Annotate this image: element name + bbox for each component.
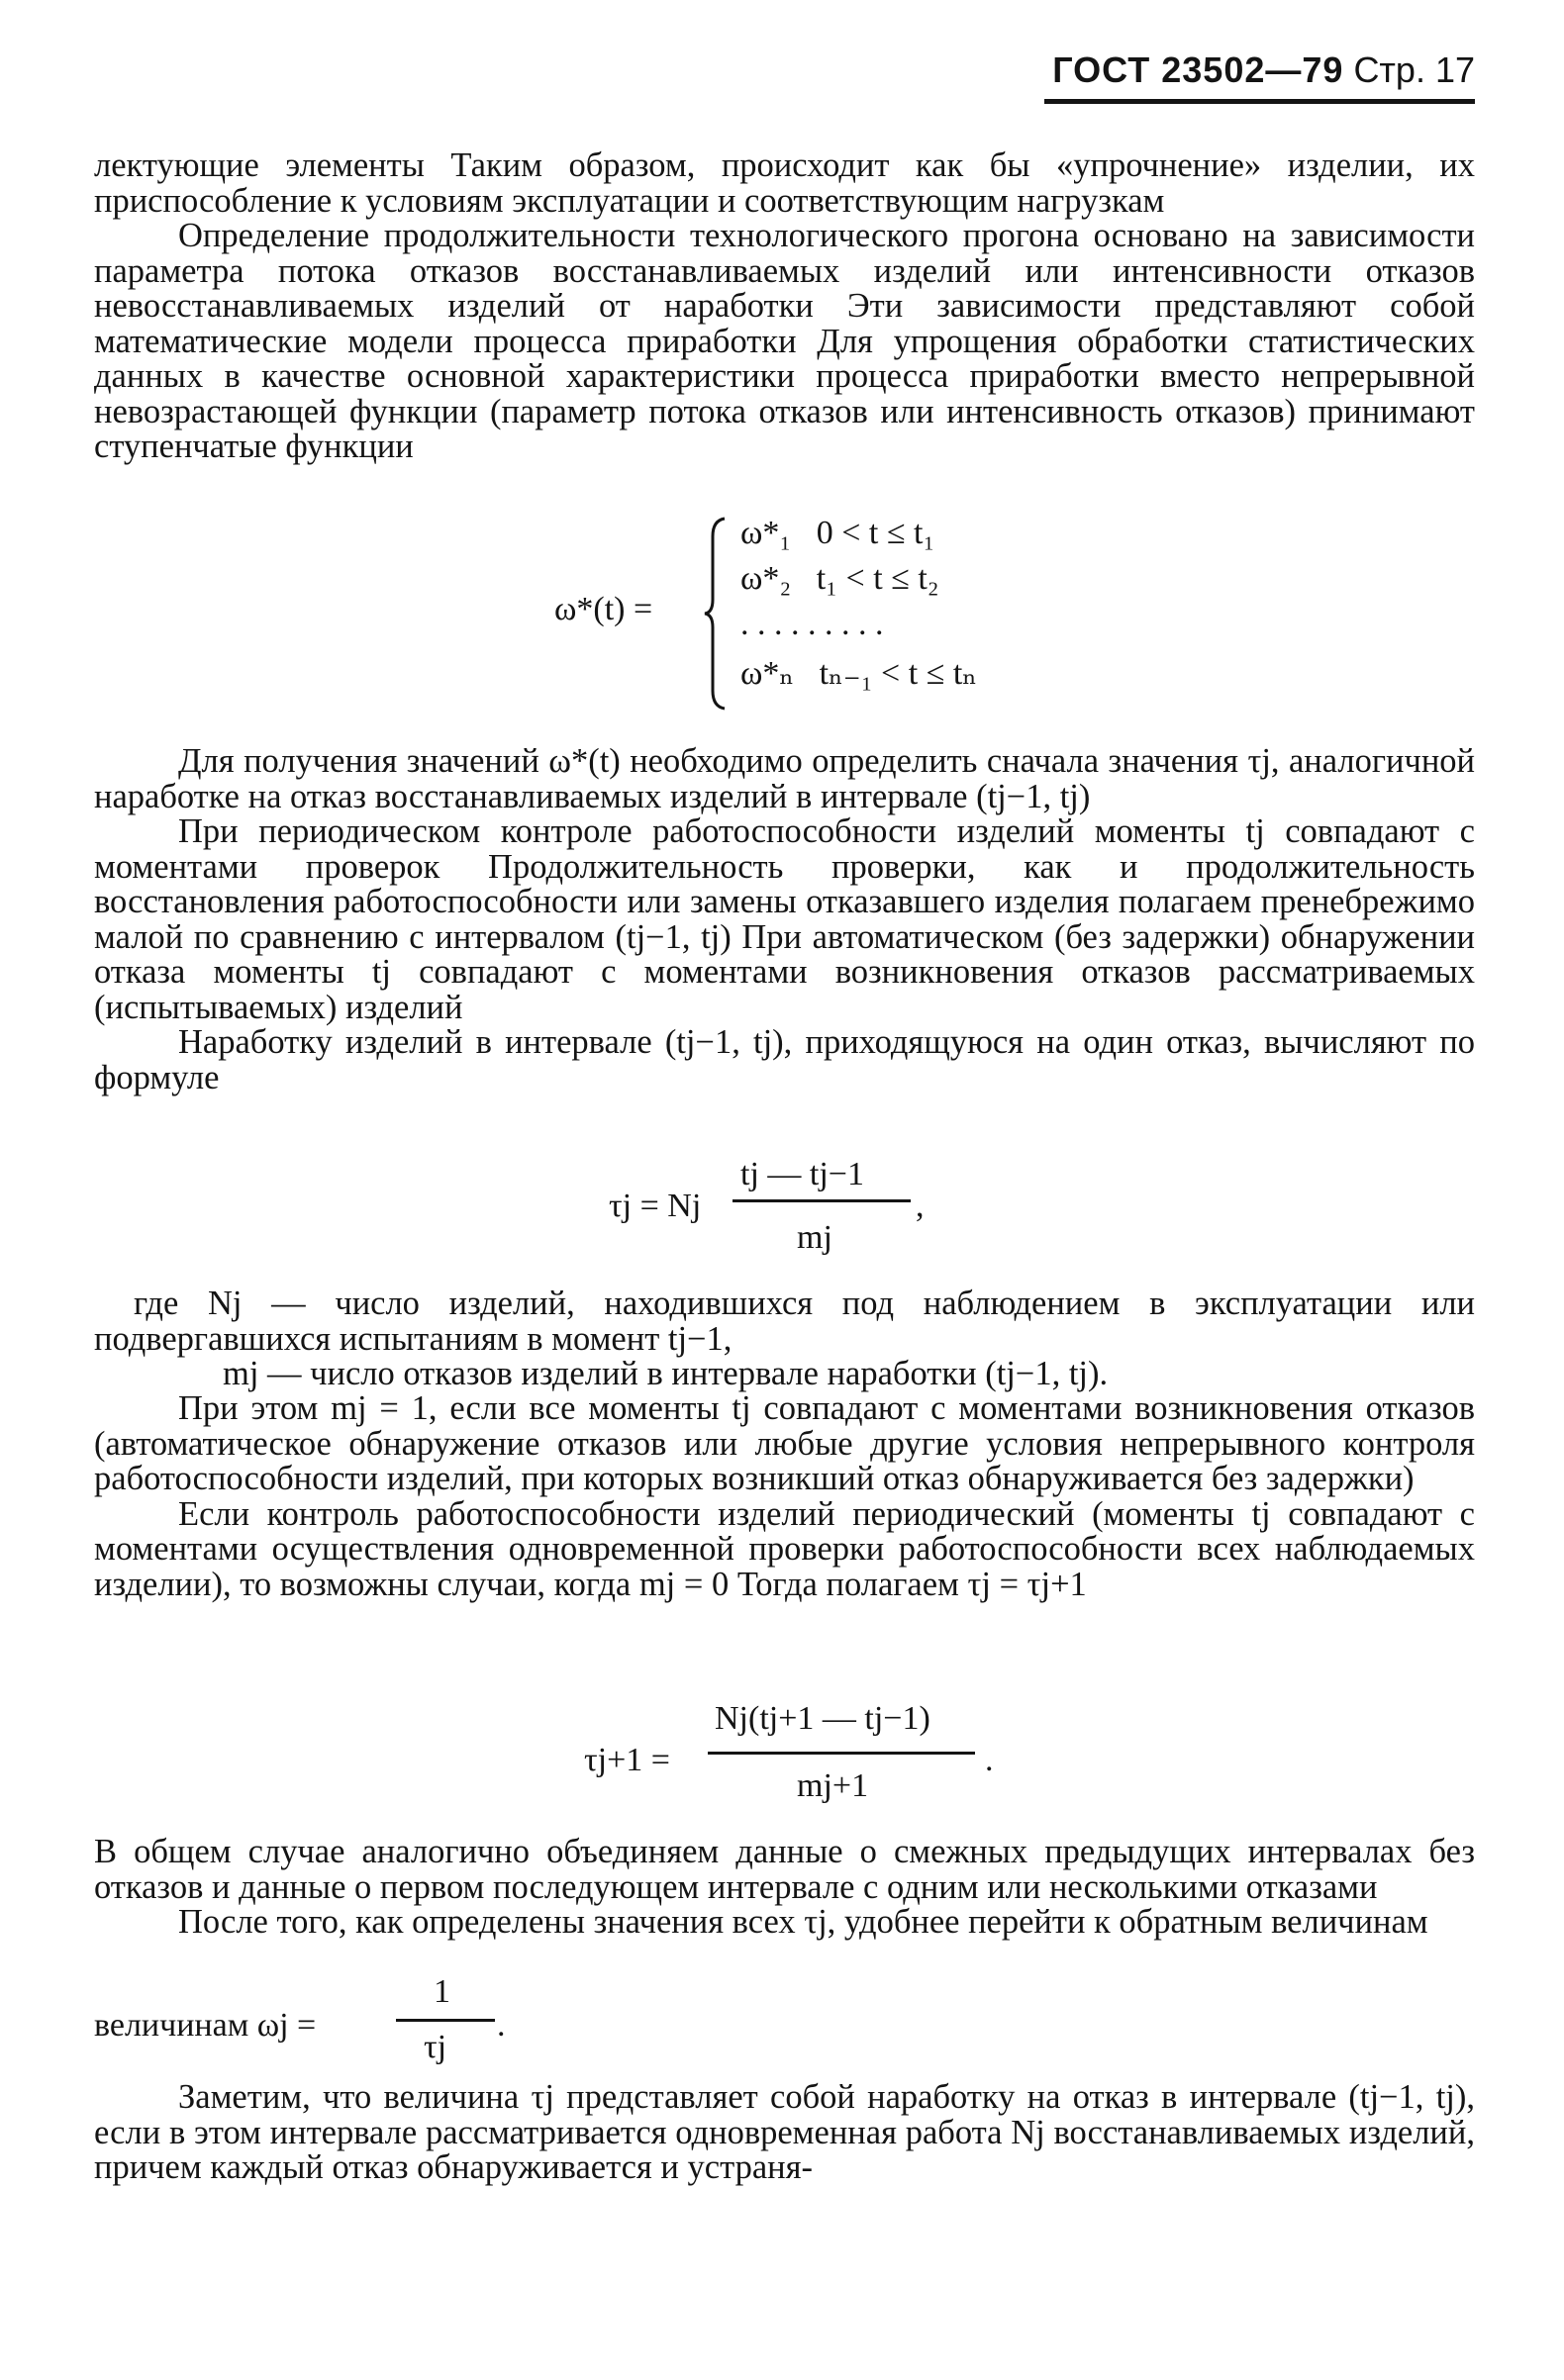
text-block-top bbox=[94, 148, 1475, 465]
step-row-1-cond: 0 < t ≤ t₁ bbox=[816, 515, 935, 551]
formula-tau-numerator: tj — tj−1 bbox=[740, 1156, 864, 1192]
paragraph-10: Заметим, что величина τj представляет собой наработку на отказ в интервале (tj−1, tj), если в этом интервале рассматривается одновременная работа Nj восстанавливаемых изделий, причем каждый отказ обнаруживается и устраня- bbox=[94, 2078, 1475, 2186]
text-block-lower bbox=[94, 1391, 1475, 1602]
formula-tau-lhs: τj = Nj bbox=[609, 1188, 702, 1224]
step-row-4 bbox=[740, 653, 977, 693]
formula-tau-next-tail: . bbox=[985, 1742, 994, 1778]
step-row-2-func: ω*₂ bbox=[740, 560, 792, 597]
step-row-1-func: ω*₁ bbox=[740, 515, 792, 551]
paragraph-9: После того, как определены значения всех τj, удобнее перейти к обратным величинам bbox=[178, 1903, 1428, 1941]
step-row-1 bbox=[740, 515, 934, 552]
paragraph-3: Для получения значений ω*(t) необходимо определить сначала значения τj, аналогичной наработке на отказ восстанавливаемых изделий в интервале (tj−1, tj) bbox=[94, 742, 1475, 815]
formula-tau-next-fraction-bar bbox=[708, 1752, 975, 1755]
definition-N: где Nj — число изделий, находившихся под наблюдением в эксплуатации или подвергавшихся испытаниям в момент tj−1, bbox=[94, 1285, 1475, 1358]
page-header bbox=[1039, 49, 1475, 91]
standard-number: ГОСТ 23502—79 bbox=[1052, 49, 1344, 90]
step-row-4-cond: tₙ₋₁ < t ≤ tₙ bbox=[819, 655, 977, 692]
formula-tau-tail: , bbox=[916, 1188, 925, 1224]
formula-tau-next-numerator: Nj(tj+1 — tj−1) bbox=[715, 1700, 930, 1737]
text-block-middle bbox=[94, 744, 1475, 1095]
step-row-2 bbox=[740, 560, 939, 598]
definitions-block bbox=[94, 1286, 1475, 1392]
step-row-3-dots: . . . . . . . . . bbox=[740, 606, 884, 642]
formula-tau-denominator: mj bbox=[797, 1219, 832, 1256]
step-row-4-func: ω*ₙ bbox=[740, 655, 795, 692]
text-block-merge bbox=[94, 1835, 1475, 1941]
definition-m: mj — число отказов изделий в интервале наработки (tj−1, tj). bbox=[223, 1355, 1109, 1392]
formula-step-function bbox=[554, 515, 1109, 713]
paragraph-7: Если контроль работоспособности изделий периодический (моменты tj совпадают с моментами осуществления одновременной проверки работоспособности всех наблюдаемых изделии), то возможны случаи, когда mj = 0 Тогда полагаем τj = τj+1 bbox=[94, 1494, 1475, 1603]
paragraph-1: лектующие элементы Таким образом, происходит как бы «упрочнение» изделии, их приспособление к условиям эксплуатации и соответствующим нагрузкам bbox=[94, 146, 1475, 220]
paragraph-8: В общем случае аналогично объединяем данные о смежных предыдущих интервалах без отказов и данные о первом последующем интервале с одним или несколькими отказами bbox=[94, 1833, 1475, 1906]
formula-omega-lhs: величинам ωj = bbox=[94, 2007, 317, 2044]
formula-omega-tail: . bbox=[497, 2007, 506, 2044]
formula-tau-fraction-bar bbox=[733, 1199, 911, 1202]
formula-tau-next-denominator: mj+1 bbox=[797, 1767, 869, 1804]
paragraph-6: При этом mj = 1, если все моменты tj совпадают с моментами возникновения отказов (автоматическое обнаружение отказов или любые другие условия непрерывного контроля работоспособности изделий, при которых возникший отказ обнаруживается без задержки) bbox=[94, 1389, 1475, 1497]
formula-tau-next-lhs: τj+1 = bbox=[584, 1742, 670, 1778]
step-row-3 bbox=[740, 606, 884, 643]
formula-step-lhs: ω*(t) = bbox=[554, 591, 653, 627]
header-rule bbox=[1044, 99, 1475, 104]
page-number: Стр. 17 bbox=[1353, 49, 1475, 90]
step-row-2-cond: t₁ < t ≤ t₂ bbox=[816, 560, 939, 597]
left-brace-icon bbox=[703, 517, 733, 711]
text-block-bottom bbox=[94, 2080, 1475, 2186]
paragraph-4: При периодическом контроле работоспособности изделий моменты tj совпадают с моментами проверок Продолжительность проверки, как и продолжительность восстановления работоспособности или замены отказавшего изделия полагаем пренебрежимо малой по сравнению с интервалом (tj−1, tj) При автоматическом (без задержки) обнаружении отказа моменты tj совпадают с моментами возникновения отказов рассматриваемых (испытываемых) изделий bbox=[94, 812, 1475, 1026]
formula-omega-denominator: τj bbox=[424, 2029, 447, 2065]
paragraph-2: Определение продолжительности технологического прогона основано на зависимости параметра потока отказов восстанавливаемых изделий или интенсивности отказов невосстанавливаемых изделий от наработки Эти зависимости представляют собой математические модели процесса приработки Для упрощения обработки статистических данных в качестве основной характеристики процесса приработки вместо непрерывной невозрастающей функции (параметр потока отказов или интенсивность отказов) принимают ступенчатые функции bbox=[94, 217, 1475, 465]
formula-omega-numerator: 1 bbox=[434, 1973, 450, 2010]
paragraph-5: Наработку изделий в интервале (tj−1, tj), приходящуюся на один отказ, вычисляют по формуле bbox=[94, 1023, 1475, 1096]
formula-omega-fraction-bar bbox=[396, 2019, 495, 2022]
